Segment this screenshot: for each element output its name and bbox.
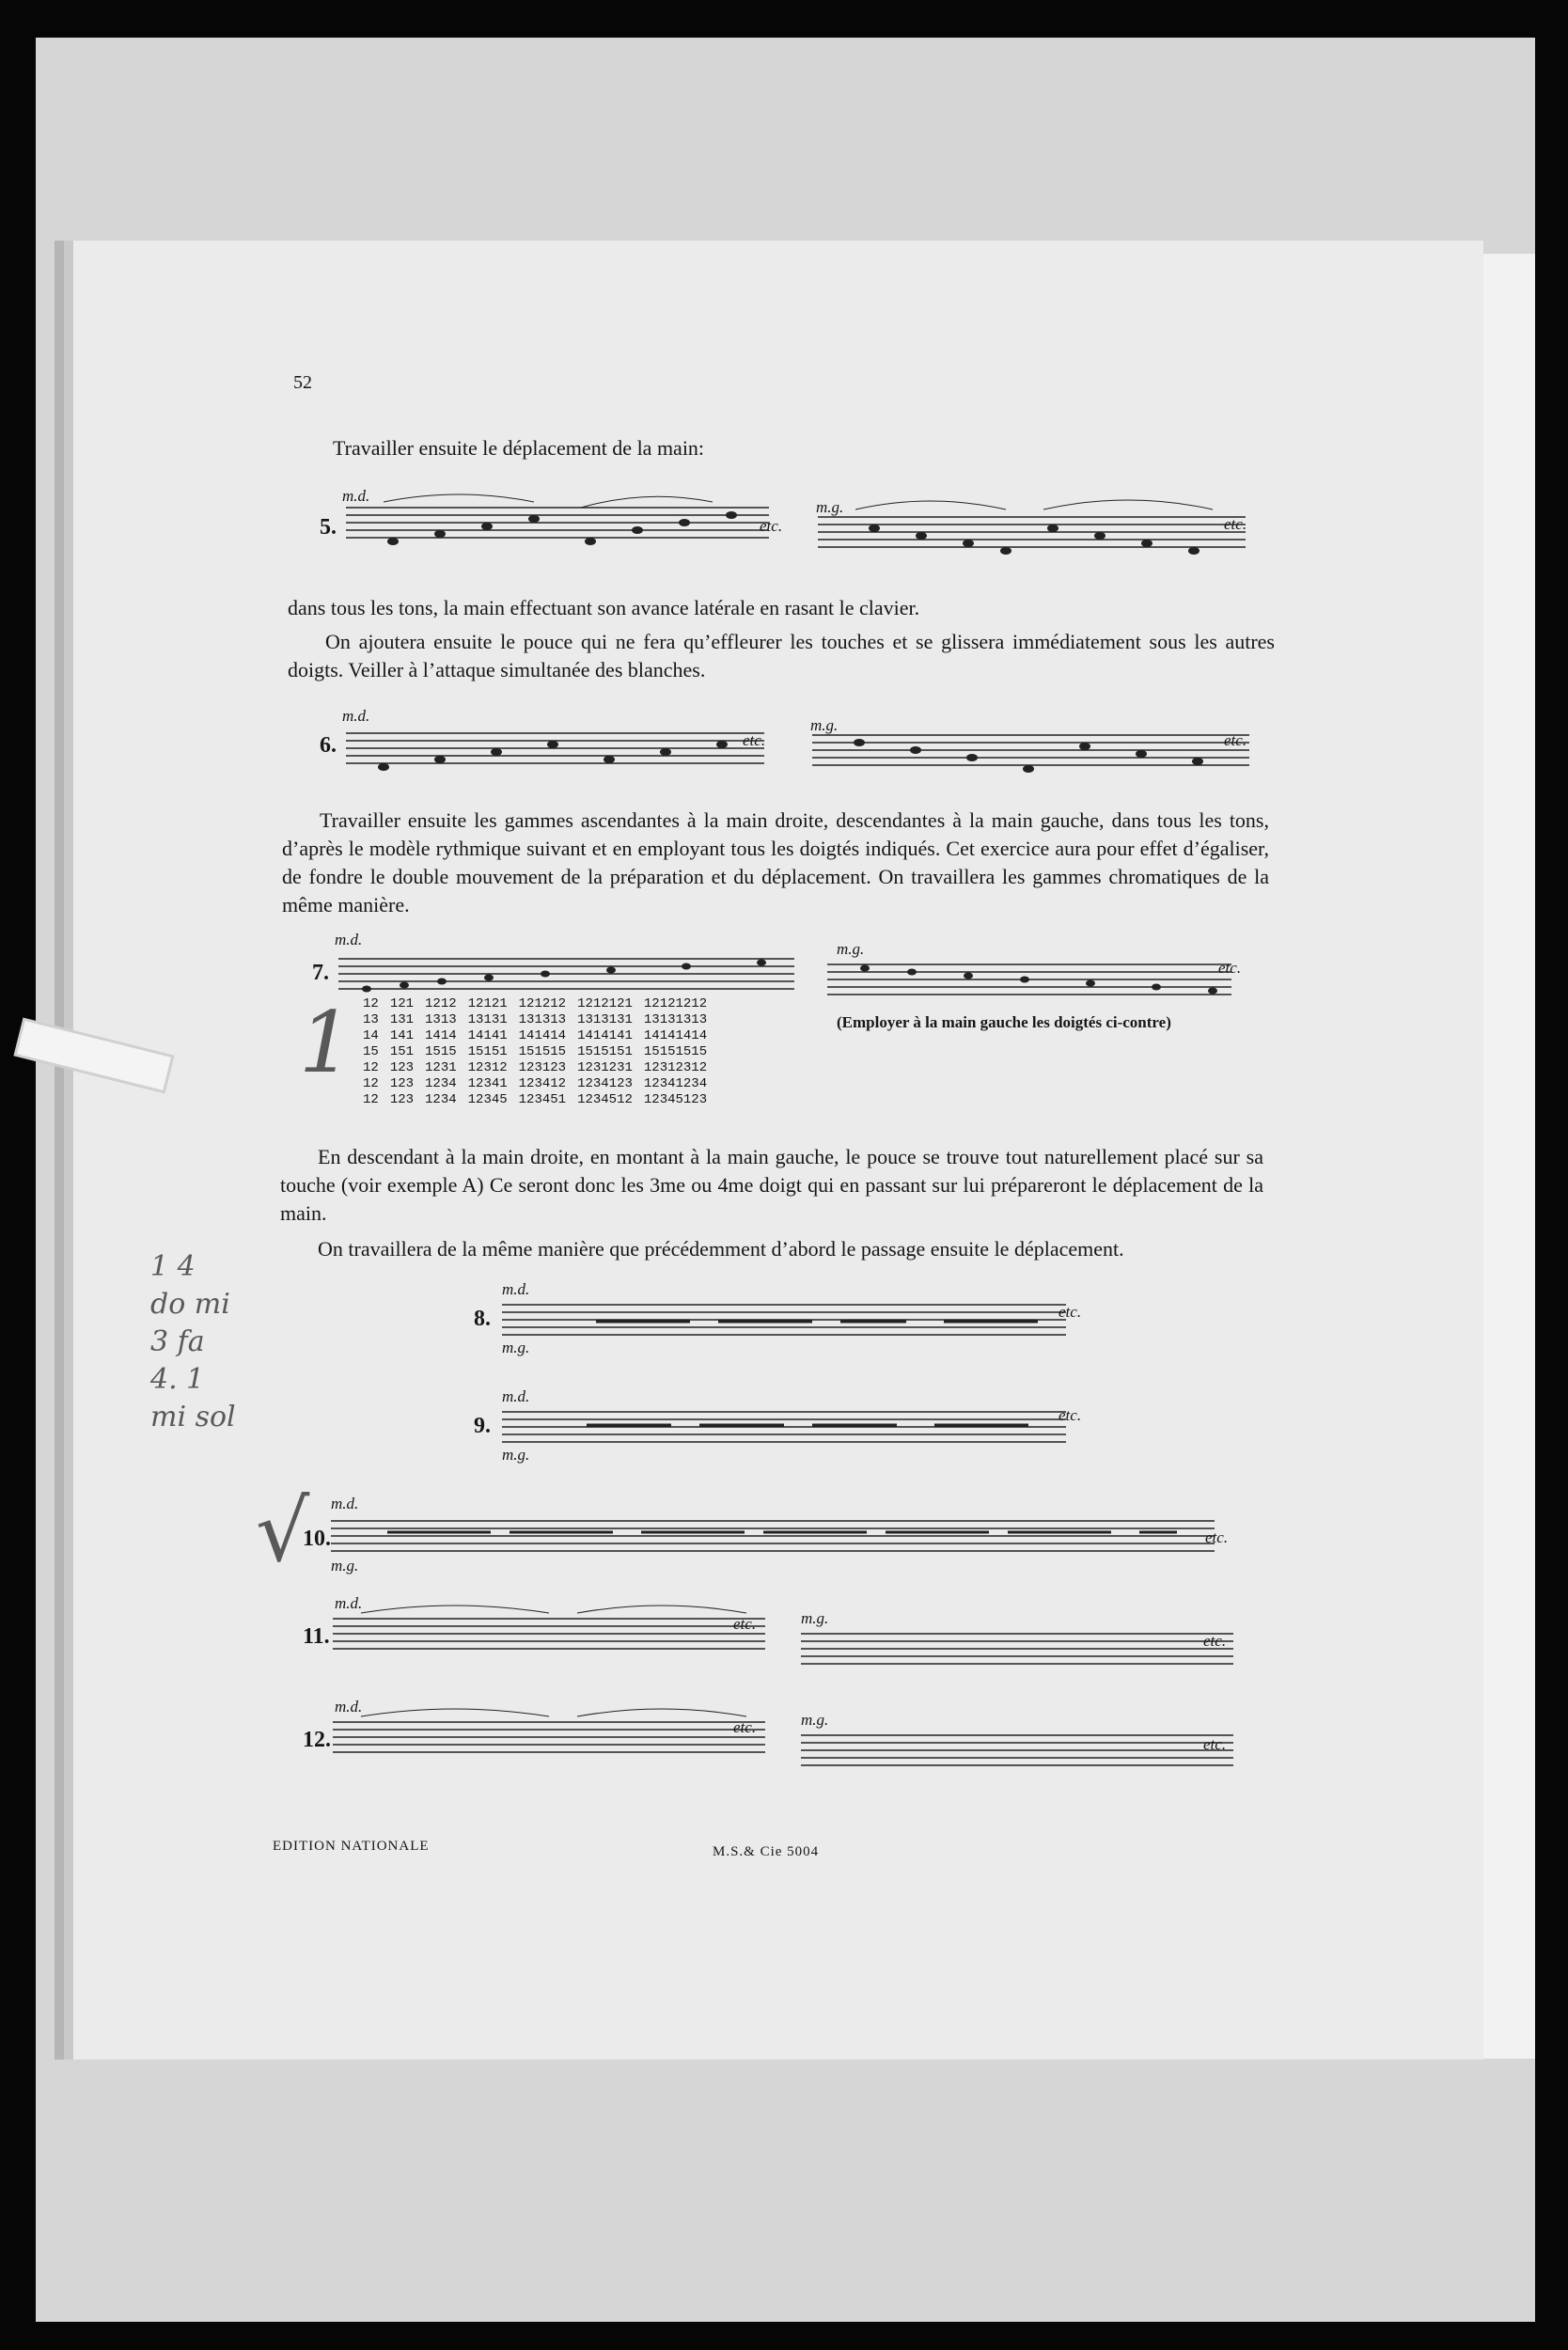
fingering-cell: 12341234 <box>643 1076 708 1091</box>
pencil-note-line: 1 4 <box>150 1250 196 1283</box>
fingering-cell: 123412 <box>518 1076 567 1091</box>
example-11-rh-etc: etc. <box>733 1615 757 1633</box>
example-8-etc: etc. <box>1058 1303 1082 1321</box>
paragraph-4 <box>282 807 1269 919</box>
footer-plate-number: M.S.& Cie 5004 <box>713 1844 820 1859</box>
example-7-lh-etc: etc. <box>1218 959 1242 977</box>
fingering-cell: 1313131 <box>577 1012 633 1027</box>
example-12-mg-mark: m.g. <box>801 1711 829 1729</box>
example-5-number: 5. <box>320 515 337 540</box>
fingering-cell: 12312312 <box>643 1060 708 1075</box>
example-9-md-mark: m.d. <box>502 1387 530 1405</box>
fingering-cell: 1212121 <box>577 996 633 1011</box>
example-10-staff <box>331 1510 1224 1566</box>
example-10-etc: etc. <box>1205 1528 1229 1546</box>
example-7-caption: (Employer à la main gauche les doigtés ci-contre) <box>837 1013 1171 1031</box>
example-10-md-mark: m.d. <box>331 1495 359 1512</box>
pencil-note-line: 4. 1 <box>150 1363 205 1396</box>
example-6-lh-etc: etc. <box>1224 731 1247 749</box>
fingering-cell: 123451 <box>518 1092 567 1107</box>
paragraph-5-text: En descendant à la main droite, en montant à la main gauche, le pouce se trouve tout naturellement placé sur sa touche (voir exemple A) Ce seront donc les 3me ou 4me doigt qui en passant sur lui prépareront le déplacement de la main. <box>280 1145 1263 1225</box>
example-11-lh-staff <box>801 1619 1243 1675</box>
fingering-cell: 12312 <box>467 1060 508 1075</box>
example-5-lh-staff <box>818 489 1250 564</box>
example-10-mg-mark: m.g. <box>331 1557 359 1574</box>
paragraph-2: dans tous les tons, la main effectuant son avance latérale en rasant le clavier. <box>288 596 920 619</box>
pencil-margin-notes <box>150 1248 236 1436</box>
page-number: 52 <box>293 372 312 393</box>
fingering-cell: 13131 <box>467 1012 508 1027</box>
fingering-cell: 14141414 <box>643 1028 708 1043</box>
fingering-cell: 121 <box>389 996 415 1011</box>
example-6-rh-etc: etc. <box>743 731 766 749</box>
fingering-cell: 1212 <box>425 996 457 1011</box>
fingering-row <box>363 1076 718 1092</box>
example-5-md-mark: m.d. <box>342 487 370 505</box>
pencil-note-line: do mi <box>150 1288 230 1321</box>
paragraph-1: Travailler ensuite le déplacement de la main: <box>333 436 705 460</box>
example-6-rh-staff <box>346 714 778 780</box>
pencil-ex10-check: √ <box>256 1482 310 1581</box>
example-11-mg-mark: m.g. <box>801 1609 829 1627</box>
fingering-cell: 13 <box>363 1012 379 1027</box>
pencil-note-line: mi sol <box>150 1401 236 1434</box>
example-9-number: 9. <box>474 1414 491 1438</box>
example-5-mg-mark: m.g. <box>816 498 844 516</box>
paragraph-6-text: On travaillera de la même manière que précédemment d’abord le passage ensuite le déplacement. <box>318 1237 1124 1261</box>
footer-publisher: EDITION NATIONALE <box>273 1839 430 1854</box>
paragraph-3 <box>288 628 1275 684</box>
fingering-cell: 12121 <box>467 996 508 1011</box>
fingering-cell: 121212 <box>518 996 567 1011</box>
fingering-cell: 1414 <box>425 1028 457 1043</box>
paragraph-5 <box>280 1143 1263 1228</box>
example-7-number: 7. <box>312 961 329 985</box>
example-8-mg-mark: m.g. <box>502 1339 530 1356</box>
fingering-cell: 1234512 <box>577 1092 633 1107</box>
fingering-cell: 15 <box>363 1044 379 1059</box>
fingering-cell: 1515 <box>425 1044 457 1059</box>
fingering-cell: 131313 <box>518 1012 567 1027</box>
example-8-number: 8. <box>474 1307 491 1331</box>
example-8-staff <box>502 1293 1075 1350</box>
example-12-lh-staff <box>801 1720 1243 1777</box>
fingering-cell: 141 <box>389 1028 415 1043</box>
example-10-number: 10. <box>303 1527 331 1551</box>
fingering-cell: 1231231 <box>577 1060 633 1075</box>
fingering-cell: 15151515 <box>643 1044 708 1059</box>
example-12-md-mark: m.d. <box>335 1698 363 1716</box>
example-6-number: 6. <box>320 733 337 758</box>
fingering-cell: 15151 <box>467 1044 508 1059</box>
fingering-cell: 151 <box>389 1044 415 1059</box>
example-11-lh-etc: etc. <box>1203 1632 1227 1650</box>
fingering-cell: 123 <box>389 1092 415 1107</box>
example-9-mg-mark: m.g. <box>502 1446 530 1464</box>
example-11-number: 11. <box>303 1624 330 1649</box>
example-5-rh-staff <box>346 489 778 555</box>
fingering-cell: 1313 <box>425 1012 457 1027</box>
fingering-cell: 1234 <box>425 1076 457 1091</box>
example-11-rh-staff <box>333 1604 775 1669</box>
example-5-rh-etc: etc. <box>760 517 783 535</box>
fingering-cell: 14 <box>363 1028 379 1043</box>
fingering-cell: 12341 <box>467 1076 508 1091</box>
fingering-cell: 1231 <box>425 1060 457 1075</box>
example-7-lh-staff <box>827 949 1241 1006</box>
fingering-cell: 131 <box>389 1012 415 1027</box>
paragraph-4-text: Travailler ensuite les gammes ascendantes à la main droite, descendantes à la main gauche, dans tous les tons, d’après le modèle rythmique suivant et en employant tous les doigtés indiqués. Cet exercice aura pour effet d’égaliser, de fondre le double mouvement de la préparation et du déplacement. On travaillera les gammes chromatiques de la même manière. <box>282 808 1269 916</box>
example-8-md-mark: m.d. <box>502 1280 530 1298</box>
fingering-cell: 12121212 <box>643 996 708 1011</box>
fingering-cell: 123 <box>389 1076 415 1091</box>
example-9-staff <box>502 1401 1075 1457</box>
example-9-etc: etc. <box>1058 1406 1082 1424</box>
fingering-table <box>363 996 718 1108</box>
example-11-md-mark: m.d. <box>335 1594 363 1612</box>
fingering-row <box>363 1028 718 1044</box>
paragraph-6 <box>280 1235 1263 1263</box>
fingering-cell: 12 <box>363 996 379 1011</box>
paragraph-3-text: On ajoutera ensuite le pouce qui ne fera qu’effleurer les touches et se glissera immédiatement sous les autres doigts. Veiller à l’attaque simultanée des blanches. <box>288 630 1275 682</box>
fingering-cell: 151515 <box>518 1044 567 1059</box>
example-12-number: 12. <box>303 1728 331 1752</box>
fingering-row <box>363 1060 718 1076</box>
fingering-cell: 123 <box>389 1060 415 1075</box>
fingering-cell: 123123 <box>518 1060 567 1075</box>
fingering-row <box>363 1092 718 1108</box>
fingering-cell: 141414 <box>518 1028 567 1043</box>
fingering-cell: 12 <box>363 1076 379 1091</box>
fingering-row <box>363 1044 718 1060</box>
facing-page-edge <box>1483 254 1535 2059</box>
fingering-row <box>363 1012 718 1028</box>
example-12-rh-staff <box>333 1707 775 1773</box>
example-7-mg-mark: m.g. <box>837 940 865 958</box>
example-12-rh-etc: etc. <box>733 1718 757 1736</box>
example-7-fingering-table <box>363 996 718 1108</box>
fingering-cell: 12 <box>363 1092 379 1107</box>
fingering-cell: 1515151 <box>577 1044 633 1059</box>
fingering-cell: 12345123 <box>643 1092 708 1107</box>
fingering-cell: 14141 <box>467 1028 508 1043</box>
example-6-lh-staff <box>812 714 1254 790</box>
fingering-row <box>363 996 718 1012</box>
fingering-cell: 1234 <box>425 1092 457 1107</box>
example-12-lh-etc: etc. <box>1203 1735 1227 1753</box>
fingering-cell: 1414141 <box>577 1028 633 1043</box>
pencil-note-line: 3 fa <box>150 1325 205 1358</box>
example-6-md-mark: m.d. <box>342 707 370 725</box>
example-6-mg-mark: m.g. <box>810 716 839 734</box>
example-7-rh-staff <box>338 949 799 996</box>
example-7-md-mark: m.d. <box>335 931 363 948</box>
fingering-cell: 13131313 <box>643 1012 708 1027</box>
fingering-cell: 12345 <box>467 1092 508 1107</box>
fingering-cell: 1234123 <box>577 1076 633 1091</box>
fingering-cell: 12 <box>363 1060 379 1075</box>
pencil-ex7-mark: 1 <box>299 994 353 1092</box>
example-5-lh-etc: etc. <box>1224 515 1247 533</box>
